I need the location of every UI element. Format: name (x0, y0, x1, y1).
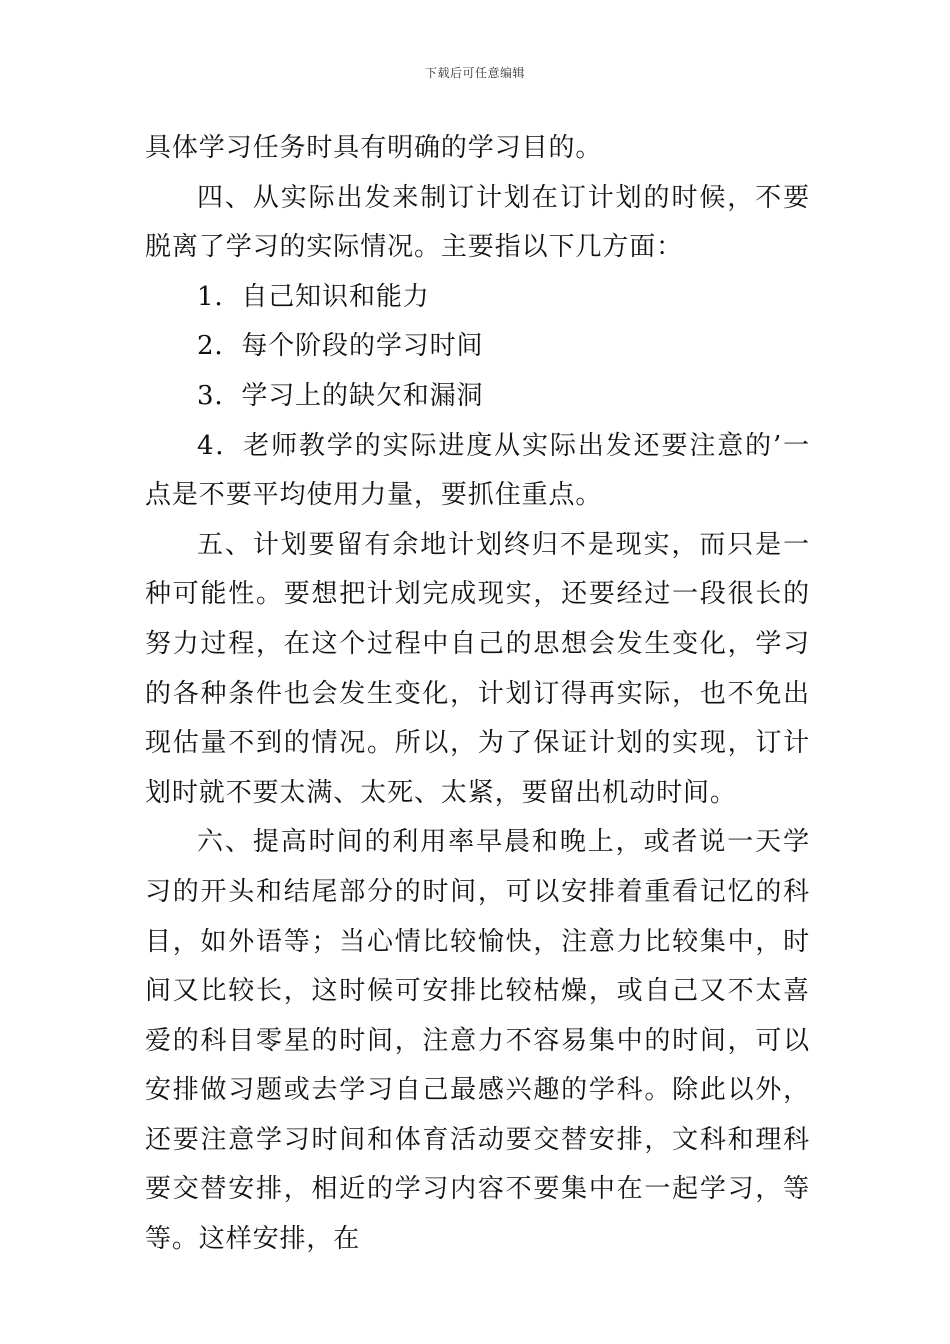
list-item-4: 4．老师教学的实际进度从实际出发还要注意的’一点是不要平均使用力量，要抓住重点。 (145, 430, 810, 511)
list-item-2: 2．每个阶段的学习时间 (197, 331, 484, 362)
paragraph-1: 具体学习任务时具有明确的学习目的。 (145, 133, 603, 163)
paragraph-2: 四、从实际出发来制订计划在订计划的时候，不要脱离了学习的实际情况。主要指以下几方面： (145, 182, 810, 263)
paragraph-6: 六、提高时间的利用率早晨和晚上，或者说一天学习的开头和结尾部分的时间，可以安排着重看记忆的科目，如外语等；当心情比较愉快，注意力比较集中，时间又比较长，这时候可安排比较枯燥，或自己又不太喜爱的科目零星的时间，注意力不容易集中的时间，可以安排做习题或去学习自己最感兴趣的学科。除此以外，还要注意学习时间和体育活动要交替安排，文科和理科要交替安排，相近的学习内容不要集中在一起学习，等等。这样安排，在 (145, 827, 810, 1255)
document-body (145, 124, 810, 1265)
paragraph-5: 五、计划要留有余地计划终归不是现实，而只是一种可能性。要想把计划完成现实，还要经过一段很长的努力过程，在这个过程中自己的思想会发生变化，学习的各种条件也会发生变化，计划订得再实际，也不免出现估量不到的情况。所以，为了保证计划的实现，订计划时就不要太满、太死、太紧，要留出机动时间。 (145, 529, 810, 808)
list-item-3: 3．学习上的缺欠和漏洞 (197, 380, 484, 411)
page-header: 下载后可任意编辑 (424, 66, 525, 80)
list-item-1: 1．自己知识和能力 (197, 281, 430, 312)
